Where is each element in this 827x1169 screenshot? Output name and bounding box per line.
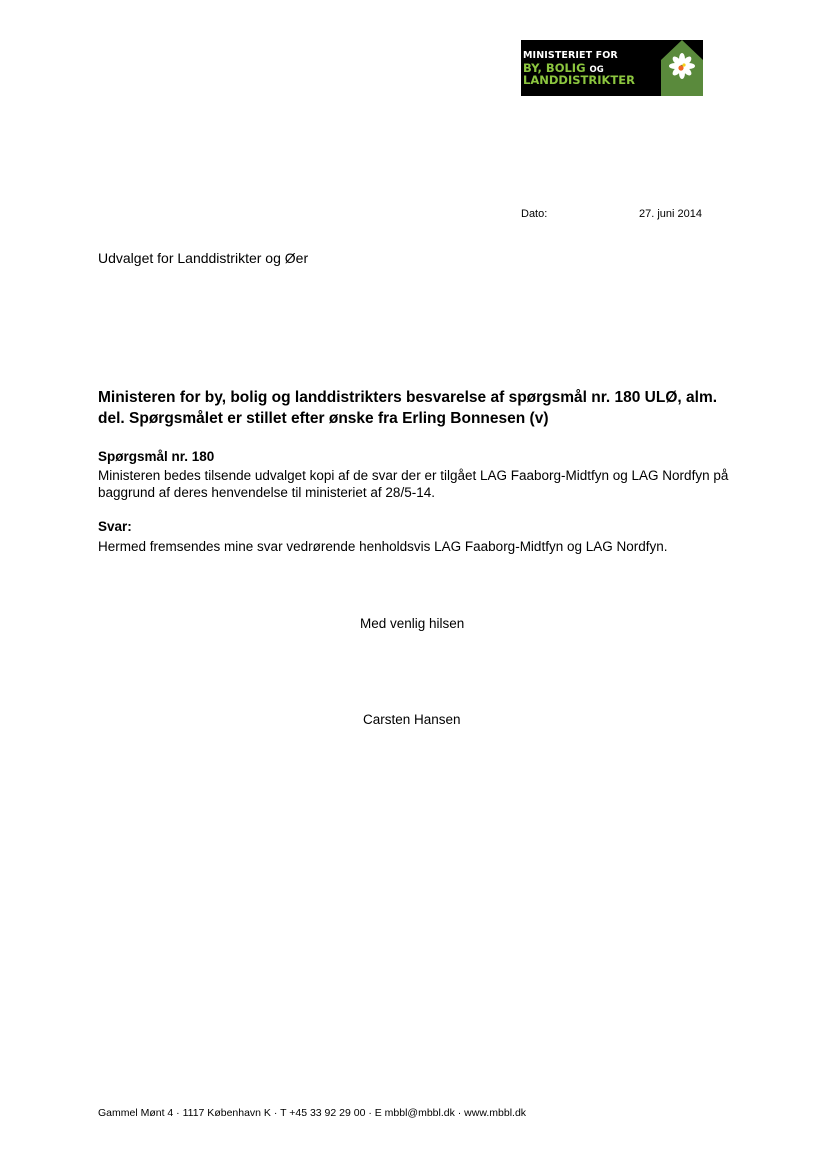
date-value: 27. juni 2014 xyxy=(639,208,702,220)
recipient: Udvalget for Landdistrikter og Øer xyxy=(98,250,309,266)
logo-text xyxy=(523,51,635,87)
logo-line-2-suffix: OG xyxy=(589,64,604,75)
answer-body: Hermed fremsendes mine svar vedrørende henholdsvis LAG Faaborg-Midtfyn og LAG Nordfyn. xyxy=(98,539,668,554)
document-title: Ministeren for by, bolig og landdistrikters besvarelse af spørgsmål nr. 180 ULØ, alm. del. Spørgsmålet er stillet efter ønske fra Erling Bonnesen (v) xyxy=(98,389,718,427)
logo-line-2-main: BY, BOLIG xyxy=(523,60,586,75)
closing-greeting: Med venlig hilsen xyxy=(360,616,465,631)
signature-name: Carsten Hansen xyxy=(363,712,461,727)
ministry-logo xyxy=(521,40,703,96)
footer-contact: Gammel Mønt 4 · 1117 København K · T +45 33 92 29 00 · E mbbl@mbbl.dk · www.mbbl.dk xyxy=(98,1107,527,1119)
date-label: Dato: xyxy=(521,208,548,220)
house-flower-icon xyxy=(661,40,703,96)
logo-line-1: MINISTERIET FOR xyxy=(523,50,618,61)
logo-line-3: LANDDISTRIKTER xyxy=(523,73,635,87)
answer-heading: Svar: xyxy=(98,519,132,534)
question-heading: Spørgsmål nr. 180 xyxy=(98,449,215,464)
question-body: Ministeren bedes tilsende udvalget kopi af de svar der er tilgået LAG Faaborg-Midtfyn og LAG Nordfyn på baggrund af deres henvendelse til ministeriet af 28/5-14. xyxy=(98,468,729,500)
